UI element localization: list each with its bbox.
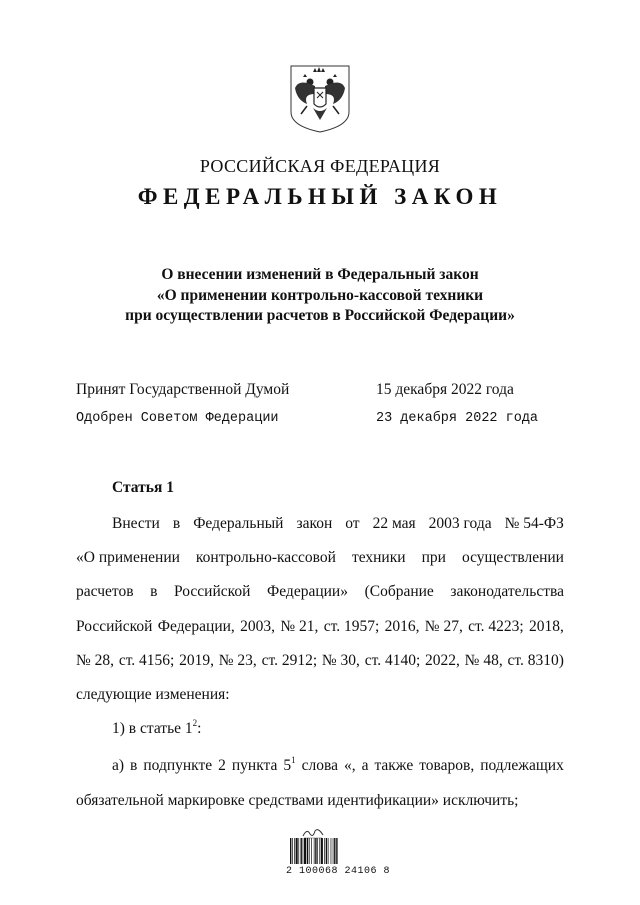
word: Российской xyxy=(174,583,251,600)
duma-adoption-date: 15 декабря 2022 года xyxy=(376,381,514,398)
word: ст. 2912; xyxy=(261,652,318,669)
point-number: $5^1$ xyxy=(283,755,296,774)
document-type: ФЕДЕРАЛЬНЫЙ ЗАКОН xyxy=(137,184,503,209)
word: при xyxy=(421,549,446,566)
coat-of-arms-emblem xyxy=(289,64,351,134)
word: № 27, xyxy=(424,618,463,635)
word: в xyxy=(130,757,138,774)
word: ст. 4140; xyxy=(364,652,421,669)
word: ст. 1957; xyxy=(323,618,380,635)
word: пункта xyxy=(231,757,278,774)
word: № 28, xyxy=(76,652,115,669)
council-approval-date: 23 декабря 2022 года xyxy=(376,411,539,426)
subitem-a-line-2: обязательной маркировке средствами идентификации» исключить; xyxy=(76,792,519,809)
word: в xyxy=(150,583,158,600)
duma-adoption-label: Принят Государственной Думой xyxy=(76,381,290,398)
word: законодательства xyxy=(450,583,564,600)
word: а) xyxy=(112,757,125,774)
word: 2003 года xyxy=(428,515,492,532)
paragraph-line-5 xyxy=(76,652,564,670)
word: № 21, xyxy=(280,618,319,635)
word: Российской xyxy=(76,618,153,635)
item-1-text: 1) в статье 1 xyxy=(112,720,193,737)
council-approval-label: Одобрен Советом Федерации xyxy=(76,411,279,426)
word: Федеральный xyxy=(193,515,284,532)
word: 2 xyxy=(218,757,226,774)
word: закон xyxy=(296,515,333,532)
word: № 23, xyxy=(218,652,257,669)
word: № 30, xyxy=(321,652,360,669)
word: ст. 8310) xyxy=(507,652,564,669)
amendment-item-1 xyxy=(112,720,201,738)
word: также xyxy=(374,757,414,774)
word: «О применении xyxy=(76,549,180,566)
item-1-superscript: 2 xyxy=(192,718,198,728)
word: Федерации, xyxy=(157,618,235,635)
barcode-number: 2 100068 24106 8 xyxy=(286,866,391,877)
word: Внести xyxy=(112,515,160,532)
word: 2019, xyxy=(179,652,214,669)
word: 2016, xyxy=(384,618,420,635)
paragraph-line-3 xyxy=(76,583,564,601)
subitem-a-line-1 xyxy=(112,757,564,775)
word: осуществлении xyxy=(461,549,564,566)
law-title-line-1: О внесении изменений в Федеральный закон xyxy=(161,266,479,283)
word: № 48, xyxy=(464,652,503,669)
law-title-line-2: «О применении контрольно-кассовой техники xyxy=(156,287,484,304)
word: ст. 4223; xyxy=(468,618,524,635)
word: 22 мая xyxy=(372,515,416,532)
word: «, xyxy=(343,757,356,774)
paragraph-line-1 xyxy=(112,515,564,533)
word: от xyxy=(345,515,360,532)
item-1-colon: : xyxy=(197,720,202,737)
word: Федерации» xyxy=(267,583,348,600)
word: 2003, xyxy=(240,618,275,635)
word: № 54-ФЗ xyxy=(504,515,564,532)
paragraph-line-2 xyxy=(76,549,564,567)
word: ст. 4156; xyxy=(118,652,175,669)
word: (Собрание xyxy=(364,583,434,600)
word: товаров, xyxy=(419,757,475,774)
paragraph-line-4 xyxy=(76,618,564,636)
law-title-line-3: при осуществлении расчетов в Российской Федерации» xyxy=(125,307,515,324)
word: 2018, xyxy=(529,618,564,635)
word: в xyxy=(172,515,181,532)
word: контрольно-кассовой xyxy=(195,549,336,566)
word: а xyxy=(361,757,369,774)
article-heading: Статья 1 xyxy=(112,479,174,496)
point-superscript: 1 xyxy=(291,755,296,765)
word: слова xyxy=(301,757,338,774)
word: расчетов xyxy=(76,583,134,600)
paragraph-line-6: следующие изменения: xyxy=(76,686,230,703)
word: техники xyxy=(351,549,406,566)
country-name: РОССИЙСКАЯ ФЕДЕРАЦИЯ xyxy=(199,156,441,176)
word: 2022, xyxy=(425,652,460,669)
word: подлежащих xyxy=(480,757,564,774)
word: подпункте xyxy=(143,757,213,774)
